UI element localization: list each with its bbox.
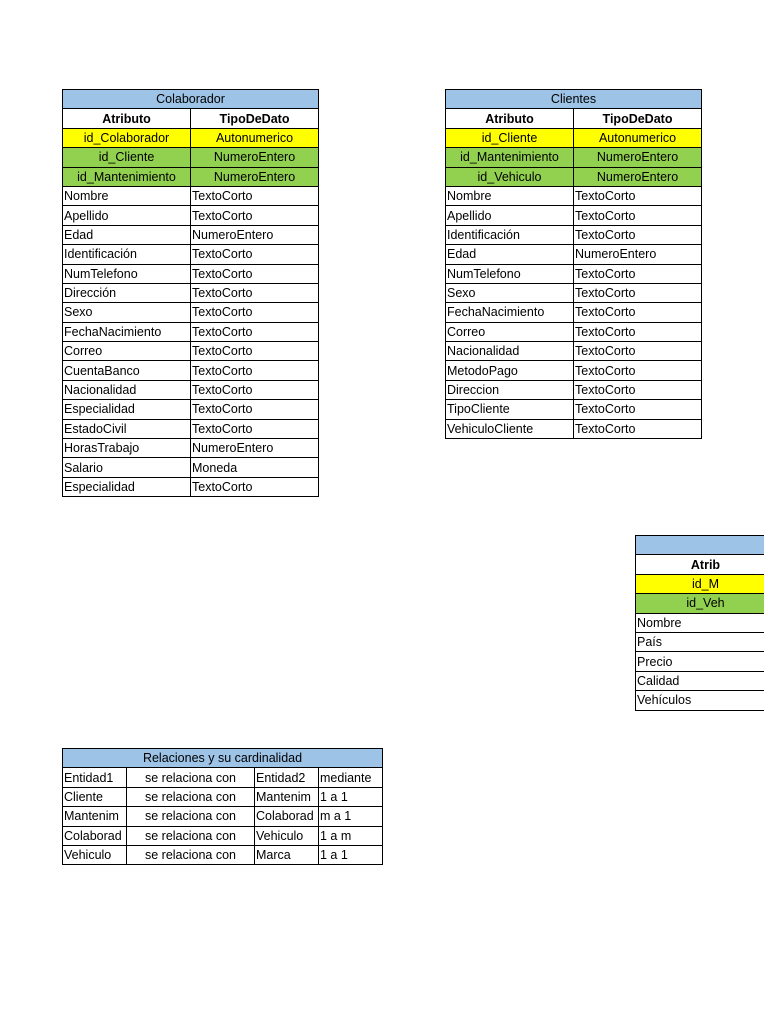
- marca-table-partial: [635, 535, 764, 711]
- clientes-header-tipo[interactable]: TipoDeDato: [574, 109, 702, 128]
- clientes-row-type[interactable]: TextoCorto: [574, 342, 702, 361]
- colaborador-row-type[interactable]: TextoCorto: [191, 303, 319, 322]
- clientes-row-attr[interactable]: Nombre: [446, 186, 574, 205]
- colaborador-table: [62, 89, 319, 497]
- colaborador-fk-type[interactable]: NumeroEntero: [191, 167, 319, 186]
- colaborador-row-type[interactable]: Moneda: [191, 458, 319, 477]
- table-row: [446, 186, 702, 205]
- clientes-row-attr[interactable]: NumTelefono: [446, 264, 574, 283]
- clientes-pk-name[interactable]: id_Cliente: [446, 128, 574, 147]
- marca-fk-name[interactable]: id_Veh: [636, 594, 765, 613]
- clientes-fk-name[interactable]: id_Mantenimiento: [446, 148, 574, 167]
- colaborador-row-type[interactable]: TextoCorto: [191, 245, 319, 264]
- colaborador-header-atributo[interactable]: Atributo: [63, 109, 191, 128]
- colaborador-row-attr[interactable]: Nacionalidad: [63, 380, 191, 399]
- relaciones-row-mediante[interactable]: 1 a 1: [319, 787, 383, 806]
- relaciones-row-relacion[interactable]: se relaciona con: [127, 845, 255, 864]
- table-row: [636, 632, 765, 651]
- colaborador-row-type[interactable]: TextoCorto: [191, 419, 319, 438]
- colaborador-row-type[interactable]: NumeroEntero: [191, 225, 319, 244]
- marca-row-attr[interactable]: Nombre: [636, 613, 765, 632]
- colaborador-row-attr[interactable]: Especialidad: [63, 477, 191, 496]
- colaborador-row-attr[interactable]: FechaNacimiento: [63, 322, 191, 341]
- clientes-row-type[interactable]: TextoCorto: [574, 264, 702, 283]
- table-row: [446, 264, 702, 283]
- colaborador-row-type[interactable]: TextoCorto: [191, 186, 319, 205]
- table-row: [63, 845, 383, 864]
- colaborador-row-type[interactable]: NumeroEntero: [191, 439, 319, 458]
- table-row: [446, 245, 702, 264]
- table-row: [63, 225, 319, 244]
- table-row: [636, 652, 765, 671]
- clientes-row-type[interactable]: TextoCorto: [574, 225, 702, 244]
- marca-row-attr[interactable]: Precio: [636, 652, 765, 671]
- clientes-row-attr[interactable]: Edad: [446, 245, 574, 264]
- relaciones-row-entidad2[interactable]: Colaborad: [255, 807, 319, 826]
- table-row: [63, 826, 383, 845]
- table-row: [63, 380, 319, 399]
- table-row: [63, 439, 319, 458]
- table-row: [636, 671, 765, 690]
- relaciones-table: [62, 748, 383, 865]
- clientes-row-attr[interactable]: VehiculoCliente: [446, 419, 574, 438]
- relaciones-header-entidad2[interactable]: Entidad2: [255, 768, 319, 787]
- relaciones-row-relacion[interactable]: se relaciona con: [127, 826, 255, 845]
- table-row: [63, 322, 319, 341]
- colaborador-row-attr[interactable]: Apellido: [63, 206, 191, 225]
- relaciones-row-entidad2[interactable]: Vehiculo: [255, 826, 319, 845]
- colaborador-row-type[interactable]: TextoCorto: [191, 264, 319, 283]
- colaborador-row-attr[interactable]: CuentaBanco: [63, 361, 191, 380]
- relaciones-row-entidad1[interactable]: Mantenim: [63, 807, 127, 826]
- clientes-title[interactable]: Clientes: [446, 90, 702, 109]
- table-row: [63, 264, 319, 283]
- clientes-row-type[interactable]: TextoCorto: [574, 380, 702, 399]
- table-row: [63, 787, 383, 806]
- table-row: [446, 419, 702, 438]
- clientes-row-type[interactable]: TextoCorto: [574, 206, 702, 225]
- clientes-table: [445, 89, 702, 439]
- colaborador-row-type[interactable]: TextoCorto: [191, 477, 319, 496]
- relaciones-row-entidad1[interactable]: Vehiculo: [63, 845, 127, 864]
- colaborador-row-attr[interactable]: Dirección: [63, 283, 191, 302]
- table-row: [446, 225, 702, 244]
- table-row: [63, 283, 319, 302]
- clientes-row-type[interactable]: TextoCorto: [574, 303, 702, 322]
- marca-row-attr[interactable]: Calidad: [636, 671, 765, 690]
- relaciones-title[interactable]: Relaciones y su cardinalidad: [63, 749, 383, 768]
- table-row: [446, 380, 702, 399]
- table-row: [63, 807, 383, 826]
- clientes-row-type[interactable]: TextoCorto: [574, 400, 702, 419]
- colaborador-row-type[interactable]: TextoCorto: [191, 361, 319, 380]
- relaciones-row-mediante[interactable]: m a 1: [319, 807, 383, 826]
- table-row: [446, 361, 702, 380]
- clientes-row-type[interactable]: TextoCorto: [574, 419, 702, 438]
- colaborador-header-tipo[interactable]: TipoDeDato: [191, 109, 319, 128]
- clientes-row-attr[interactable]: FechaNacimiento: [446, 303, 574, 322]
- clientes-row-type[interactable]: TextoCorto: [574, 283, 702, 302]
- relaciones-row-entidad2[interactable]: Mantenim: [255, 787, 319, 806]
- relaciones-row-mediante[interactable]: 1 a m: [319, 826, 383, 845]
- clientes-header-atributo[interactable]: Atributo: [446, 109, 574, 128]
- colaborador-row-type[interactable]: TextoCorto: [191, 400, 319, 419]
- table-row: [446, 206, 702, 225]
- table-row: [63, 245, 319, 264]
- table-row: [63, 186, 319, 205]
- colaborador-row-attr[interactable]: Especialidad: [63, 400, 191, 419]
- clientes-row-attr[interactable]: MetodoPago: [446, 361, 574, 380]
- colaborador-fk-name[interactable]: id_Cliente: [63, 148, 191, 167]
- table-row: [63, 303, 319, 322]
- table-row: [63, 477, 319, 496]
- relaciones-row-relacion[interactable]: se relaciona con: [127, 807, 255, 826]
- relaciones-row-entidad1[interactable]: Cliente: [63, 787, 127, 806]
- table-row: [63, 419, 319, 438]
- colaborador-row-attr[interactable]: NumTelefono: [63, 264, 191, 283]
- colaborador-row-type[interactable]: TextoCorto: [191, 206, 319, 225]
- colaborador-row-attr[interactable]: Salario: [63, 458, 191, 477]
- clientes-row-attr[interactable]: Correo: [446, 322, 574, 341]
- relaciones-header-entidad1[interactable]: Entidad1: [63, 768, 127, 787]
- table-row: [446, 342, 702, 361]
- table-row: [63, 342, 319, 361]
- colaborador-row-attr[interactable]: Sexo: [63, 303, 191, 322]
- relaciones-row-relacion[interactable]: se relaciona con: [127, 787, 255, 806]
- clientes-row-attr[interactable]: Direccion: [446, 380, 574, 399]
- relaciones-header-mediante[interactable]: mediante: [319, 768, 383, 787]
- clientes-row-attr[interactable]: Nacionalidad: [446, 342, 574, 361]
- table-row: [63, 458, 319, 477]
- table-row: [63, 400, 319, 419]
- clientes-pk-type[interactable]: Autonumerico: [574, 128, 702, 147]
- clientes-row-attr[interactable]: Identificación: [446, 225, 574, 244]
- colaborador-row-attr[interactable]: Edad: [63, 225, 191, 244]
- table-row: [636, 691, 765, 710]
- colaborador-fk-type[interactable]: NumeroEntero: [191, 148, 319, 167]
- clientes-fk-type[interactable]: NumeroEntero: [574, 167, 702, 186]
- marca-title-cell[interactable]: [636, 536, 765, 555]
- clientes-row-attr[interactable]: Sexo: [446, 283, 574, 302]
- colaborador-row-attr[interactable]: HorasTrabajo: [63, 439, 191, 458]
- colaborador-title[interactable]: Colaborador: [63, 90, 319, 109]
- clientes-row-attr[interactable]: TipoCliente: [446, 400, 574, 419]
- relaciones-row-mediante[interactable]: 1 a 1: [319, 845, 383, 864]
- relaciones-row-entidad1[interactable]: Colaborad: [63, 826, 127, 845]
- colaborador-row-attr[interactable]: Correo: [63, 342, 191, 361]
- colaborador-row-type[interactable]: TextoCorto: [191, 283, 319, 302]
- colaborador-row-attr[interactable]: EstadoCivil: [63, 419, 191, 438]
- clientes-row-type[interactable]: TextoCorto: [574, 361, 702, 380]
- colaborador-pk-name[interactable]: id_Colaborador: [63, 128, 191, 147]
- colaborador-row-type[interactable]: TextoCorto: [191, 322, 319, 341]
- table-row: [63, 206, 319, 225]
- clientes-row-type[interactable]: TextoCorto: [574, 322, 702, 341]
- colaborador-row-type[interactable]: TextoCorto: [191, 380, 319, 399]
- marca-row-attr[interactable]: Vehículos: [636, 691, 765, 710]
- colaborador-row-type[interactable]: TextoCorto: [191, 342, 319, 361]
- marca-header-atributo[interactable]: Atrib: [636, 555, 765, 574]
- relaciones-header-relacion[interactable]: se relaciona con: [127, 768, 255, 787]
- marca-row-attr[interactable]: País: [636, 632, 765, 651]
- clientes-fk-type[interactable]: NumeroEntero: [574, 148, 702, 167]
- marca-pk-name[interactable]: id_M: [636, 574, 765, 593]
- clientes-row-attr[interactable]: Apellido: [446, 206, 574, 225]
- table-row: [446, 400, 702, 419]
- colaborador-fk-name[interactable]: id_Mantenimiento: [63, 167, 191, 186]
- clientes-row-type[interactable]: NumeroEntero: [574, 245, 702, 264]
- colaborador-pk-type[interactable]: Autonumerico: [191, 128, 319, 147]
- clientes-fk-name[interactable]: id_Vehiculo: [446, 167, 574, 186]
- relaciones-row-entidad2[interactable]: Marca: [255, 845, 319, 864]
- table-row: [636, 613, 765, 632]
- table-row: [63, 361, 319, 380]
- colaborador-row-attr[interactable]: Nombre: [63, 186, 191, 205]
- table-row: [446, 322, 702, 341]
- table-row: [446, 303, 702, 322]
- clientes-row-type[interactable]: TextoCorto: [574, 186, 702, 205]
- table-row: [446, 283, 702, 302]
- colaborador-row-attr[interactable]: Identificación: [63, 245, 191, 264]
